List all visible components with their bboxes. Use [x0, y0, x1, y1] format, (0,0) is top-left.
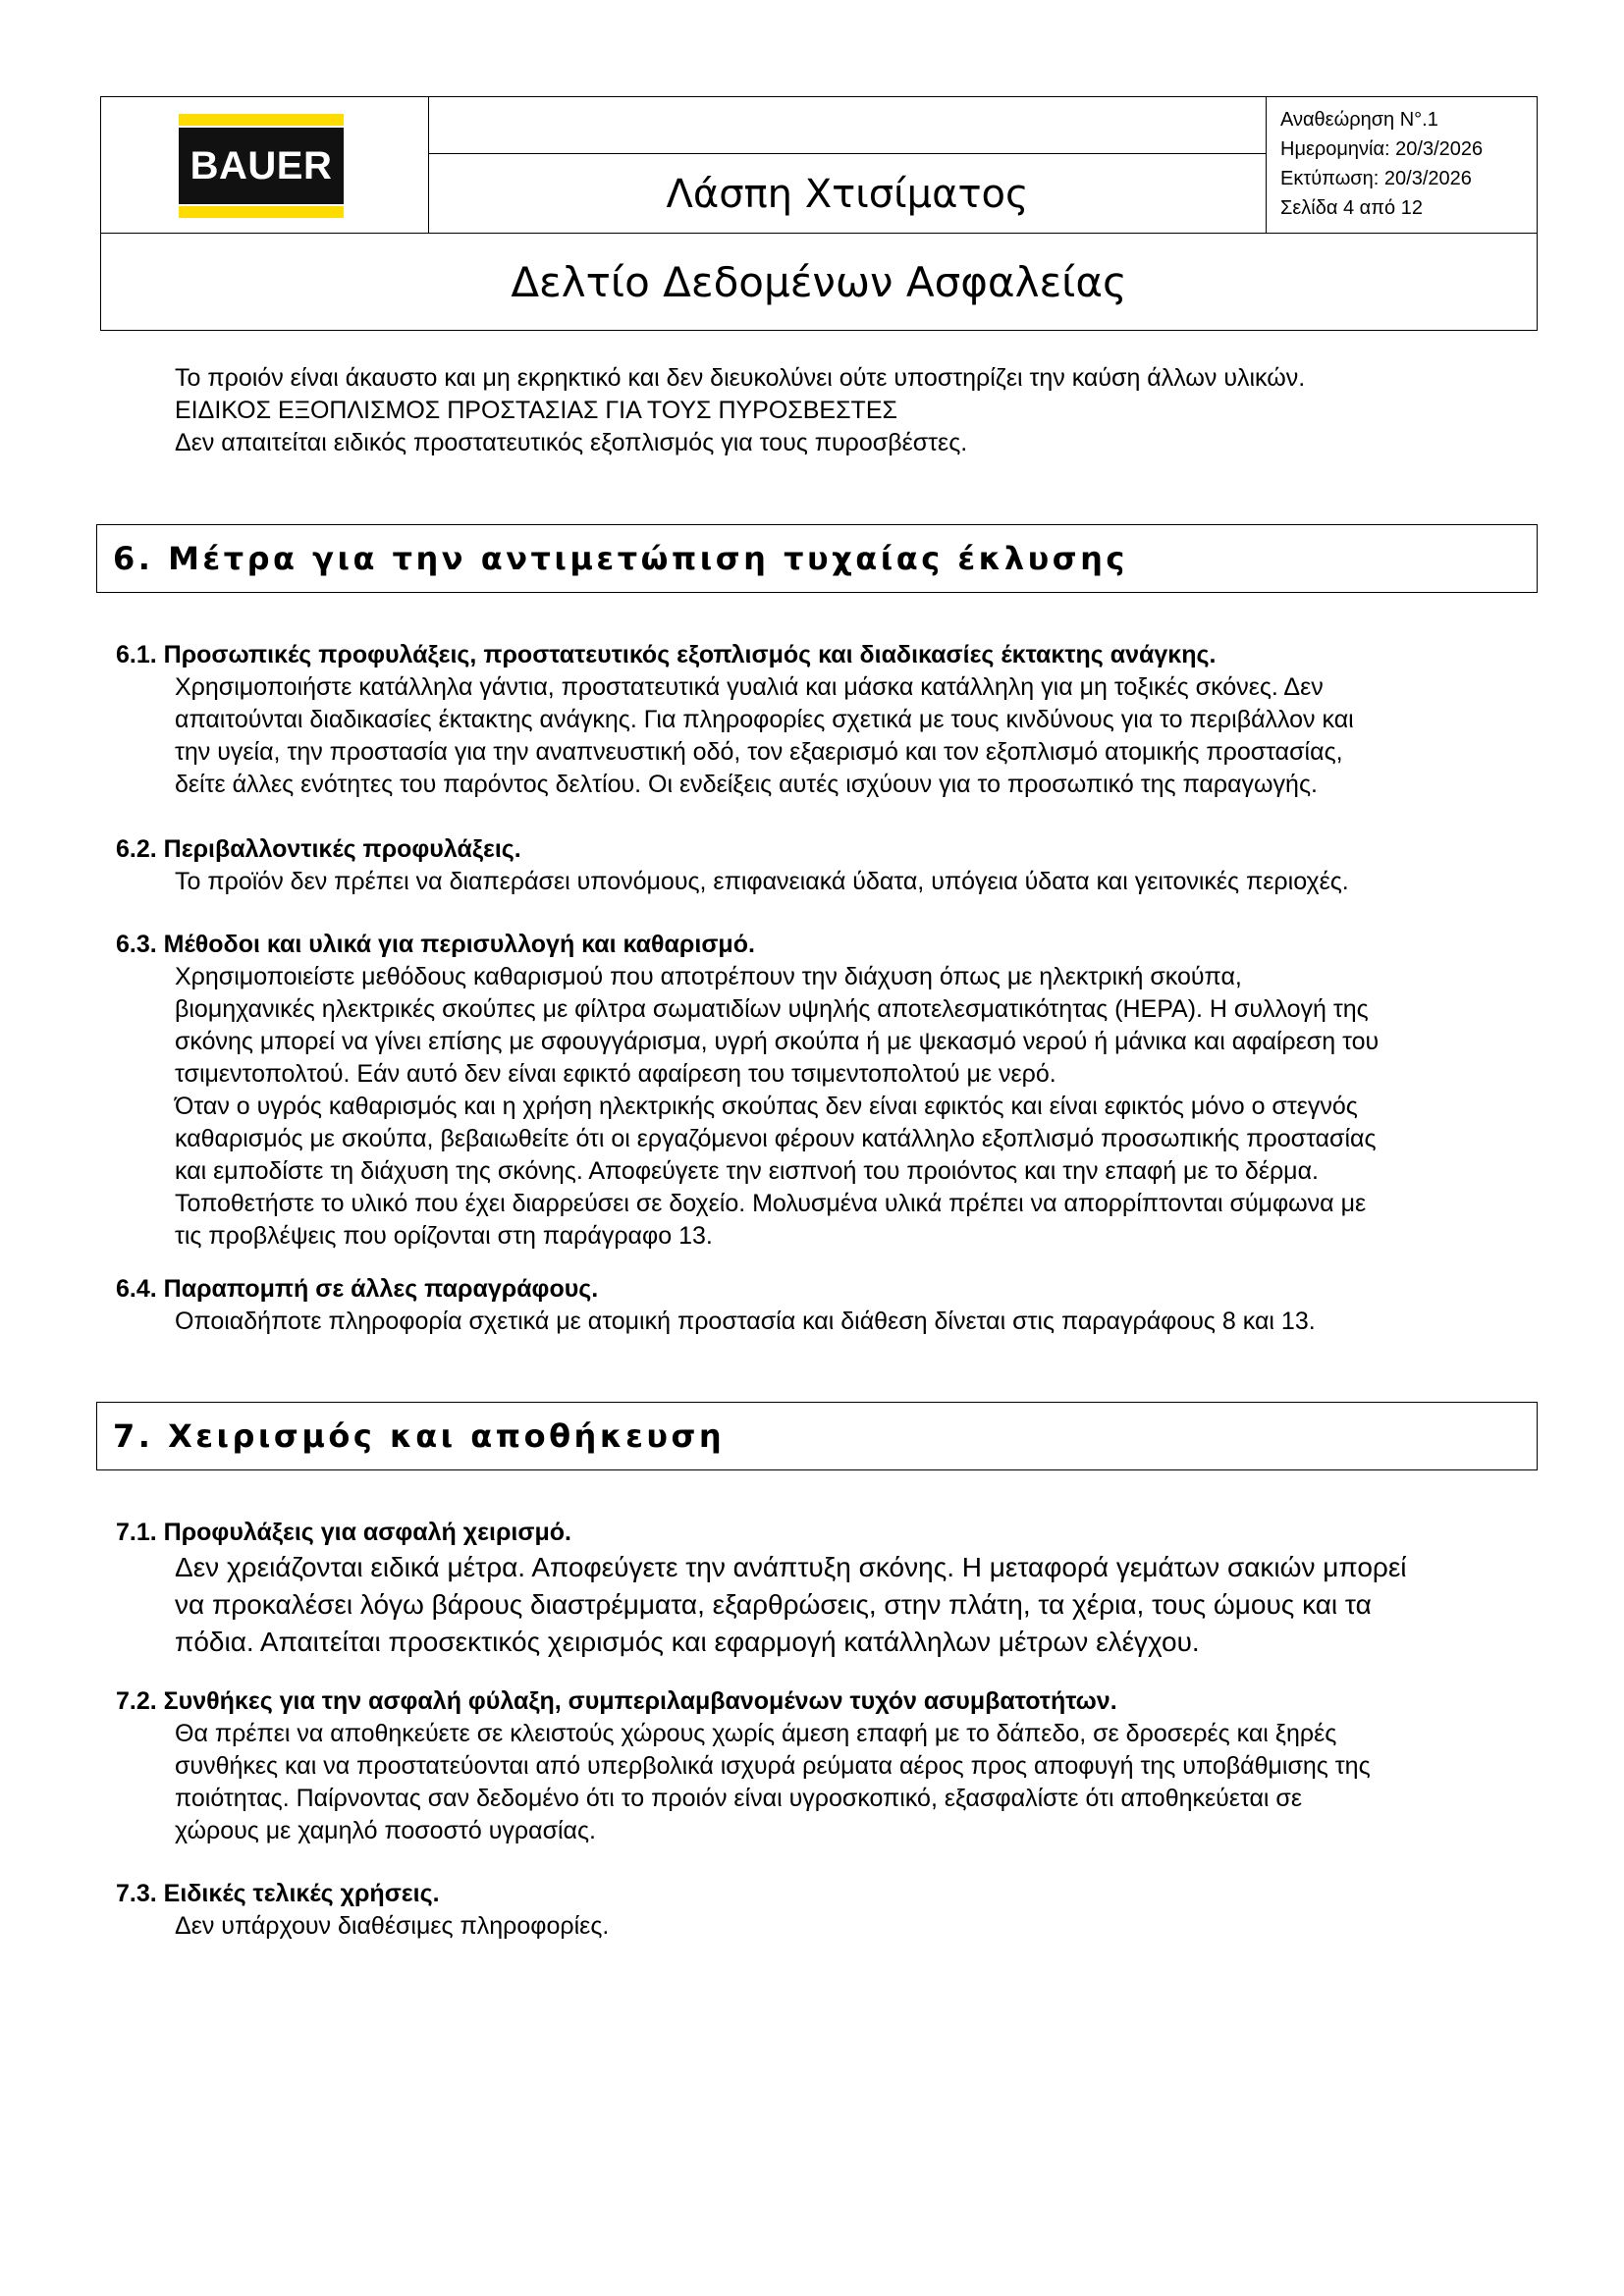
- subsection-6-2: [116, 833, 1538, 898]
- body-line: βιομηχανικές ηλεκτρικές σκούπες με φίλτρα σωματιδίων υψηλής αποτελεσματικότητας (HEPA). Η συλλογή της: [175, 995, 1369, 1023]
- bauer-logo: [179, 114, 344, 218]
- body-line: Δεν χρειάζονται ειδικά μέτρα. Αποφεύγετε την ανάπτυξη σκόνης. Η μεταφορά γεμάτων σακιών μπορεί: [175, 1552, 1407, 1582]
- page-number: Σελίδα 4 από 12: [1280, 197, 1423, 219]
- body-line: τσιμεντοπολτού. Εάν αυτό δεν είναι εφικτό αφαίρεση του τσιμεντοπολτού με νερό.: [175, 1060, 1056, 1088]
- body-line: απαιτούνται διαδικασίες έκτακτης ανάγκης. Για πληροφορίες σχετικά με τους κινδύνους για το περιβάλλον και: [175, 706, 1354, 733]
- body-line: πόδια. Απαιτείται προσεκτικός χειρισμός και εφαρμογή κατάλληλων μέτρων ελέγχου.: [175, 1627, 1200, 1657]
- document-header: [100, 96, 1538, 331]
- product-title: Λάσπη Χτισίματος: [666, 172, 1029, 217]
- subsection-6-1: [116, 639, 1538, 801]
- body-line: Θα πρέπει να αποθηκεύετε σε κλειστούς χώρους χωρίς άμεση επαφή με το δάπεδο, σε δροσερές και ξηρές: [175, 1720, 1337, 1747]
- subsection-title: 6.4. Παραπομπή σε άλλες παραγράφους.: [116, 1275, 599, 1303]
- body-line: Το προϊόν δεν πρέπει να διαπεράσει υπονόμους, επιφανειακά ύδατα, υπόγεια ύδατα και γειτονικές περιοχές.: [175, 868, 1349, 895]
- subsection-7-1: [116, 1517, 1538, 1661]
- subsection-title: 7.3. Ειδικές τελικές χρήσεις.: [116, 1880, 440, 1907]
- subsection-body: [175, 1910, 1538, 1943]
- subsection-title: 6.3. Μέθοδοι και υλικά για περισυλλογή και καθαρισμό.: [116, 931, 755, 958]
- body-line: και εμποδίστε τη διάχυση της σκόνης. Αποφεύγετε την εισπνοή του προιόντος και την επαφή με το δέρμα.: [175, 1157, 1319, 1185]
- subsection-title: 7.1. Προφυλάξεις για ασφαλή χειρισμό.: [116, 1519, 571, 1546]
- title-cell: [429, 97, 1267, 233]
- section-7-heading: 7. Χειρισμός και αποθήκευση: [96, 1402, 1538, 1470]
- section-6-heading: 6. Μέτρα για την αντιμετώπιση τυχαίας έκλυσης: [96, 524, 1538, 593]
- logo-cell: [101, 97, 429, 233]
- body-line: σκόνης μπορεί να γίνει επίσης με σφουγγάρισμα, υγρή σκούπα ή με ψεκασμό νερού ή μάνικα και αφαίρεση του: [175, 1028, 1380, 1055]
- subsection-body: [175, 961, 1538, 1253]
- logo-text: BAUER: [179, 128, 344, 204]
- body-line: να προκαλέσει λόγω βάρους διαστρέμματα, εξαρθρώσεις, στην πλάτη, τα χέρια, τους ώμους και τα: [175, 1589, 1372, 1620]
- subsection-title: 6.1. Προσωπικές προφυλάξεις, προστατευτικός εξοπλισμός και διαδικασίες έκτακτης ανάγκης.: [116, 641, 1217, 668]
- intro-line: Δεν απαιτείται ειδικός προστατευτικός εξοπλισμός για τους πυροσβέστες.: [175, 429, 968, 456]
- body-line: συνθήκες και να προστατεύονται από υπερβολικά ισχυρά ρεύματα αέρος προς αποφυγή της υποβάθμισης της: [175, 1752, 1371, 1780]
- body-line: δείτε άλλες ενότητες του παρόντος δελτίου. Οι ενδείξεις αυτές ισχύουν για το προσωπικό της παραγωγής.: [175, 771, 1318, 798]
- logo-yellow-bar-bottom: [179, 206, 344, 218]
- body-line: τις προβλέψεις που ορίζονται στη παράγραφο 13.: [175, 1222, 713, 1250]
- intro-line: Το προιόν είναι άκαυστο και μη εκρηκτικό και δεν διευκολύνει ούτε υποστηρίζει την καύση άλλων υλικών.: [175, 364, 1306, 392]
- revision-cell: [1267, 97, 1537, 233]
- subsection-7-3: [116, 1878, 1538, 1943]
- subsection-title: 6.2. Περιβαλλοντικές προφυλάξεις.: [116, 835, 521, 863]
- intro-text: [175, 362, 1305, 459]
- body-line: Τοποθετήστε το υλικό που έχει διαρρεύσει σε δοχείο. Μολυσμένα υλικά πρέπει να απορρίπτονται σύμφωνα με: [175, 1190, 1367, 1217]
- revision-number: Αναθεώρηση Ν°.1: [1280, 109, 1438, 131]
- title-cell-blank: [429, 97, 1266, 154]
- body-line: καθαρισμός με σκούπα, βεβαιωθείτε ότι οι εργαζόμενοι φέρουν κατάλληλο εξοπλισμό προσωπικής προστασίας: [175, 1125, 1377, 1152]
- subsection-6-3: [116, 929, 1538, 1253]
- subsection-body: [175, 671, 1538, 801]
- intro-line: ΕΙΔΙΚΟΣ ΕΞΟΠΛΙΣΜΟΣ ΠΡΟΣΤΑΣΙΑΣ ΓΙΑ ΤΟΥΣ ΠΥΡΟΣΒΕΣΤΕΣ: [175, 397, 897, 424]
- body-line: Δεν υπάρχουν διαθέσιμες πληροφορίες.: [175, 1912, 610, 1940]
- subsection-body: [175, 1306, 1538, 1338]
- print-date: Εκτύπωση: 20/3/2026: [1280, 168, 1472, 189]
- body-line: Χρησιμοποιήστε κατάλληλα γάντια, προστατευτικά γυαλιά και μάσκα κατάλληλη για μη τοξικές σκόνες. Δεν: [175, 673, 1324, 701]
- body-line: Χρησιμοποιείστε μεθόδους καθαρισμού που αποτρέπουν την διάχυση όπως με ηλεκτρική σκούπα,: [175, 963, 1242, 990]
- subsection-6-4: [116, 1273, 1538, 1338]
- document-title: Δελτίο Δεδομένων Ασφαλείας: [101, 233, 1537, 330]
- body-line: την υγεία, την προστασία για την αναπνευστική οδό, τον εξαερισμό και τον εξοπλισμό ατομικής προστασίας,: [175, 738, 1343, 766]
- body-line: ποιότητας. Παίρνοντας σαν δεδομένο ότι το προιόν είναι υγροσκοπικό, εξασφαλίστε ότι αποθηκεύεται σε: [175, 1785, 1303, 1812]
- subsection-body: [175, 1718, 1538, 1847]
- logo-yellow-bar-top: [179, 114, 344, 126]
- body-line: Όταν ο υγρός καθαρισμός και η χρήση ηλεκτρικής σκούπας δεν είναι εφικτός και είναι εφικτός μόνο ο στεγνός: [175, 1093, 1358, 1120]
- body-line: χώρους με χαμηλό ποσοστό υγρασίας.: [175, 1817, 597, 1844]
- subsection-body: [175, 866, 1538, 898]
- subsection-body: [175, 1549, 1538, 1661]
- body-line: Οποιαδήποτε πληροφορία σχετικά με ατομική προστασία και διάθεση δίνεται στις παραγράφους 8 και 13.: [175, 1308, 1316, 1335]
- subsection-title: 7.2. Συνθήκες για την ασφαλή φύλαξη, συμπεριλαμβανομένων τυχόν ασυμβατοτήτων.: [116, 1687, 1117, 1715]
- subsection-7-2: [116, 1685, 1538, 1847]
- revision-date: Ημερομηνία: 20/3/2026: [1280, 138, 1484, 160]
